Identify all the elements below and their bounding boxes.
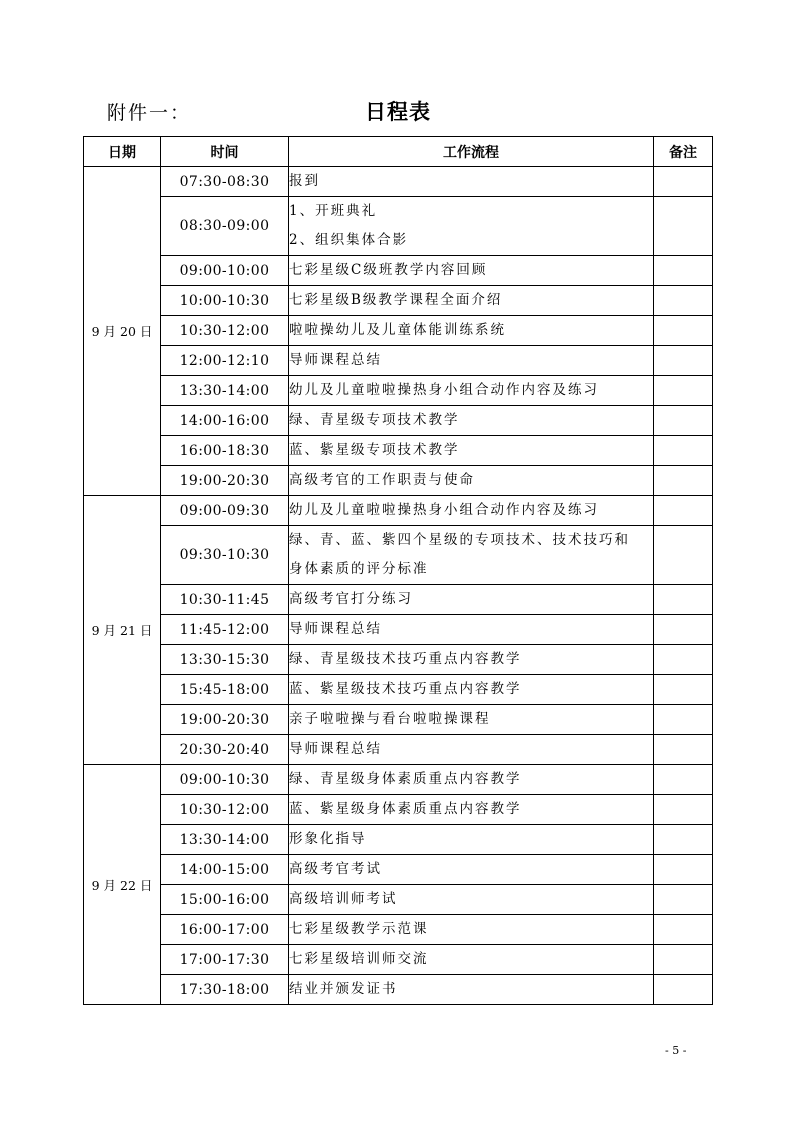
table-row <box>84 645 713 675</box>
table-row <box>84 526 713 585</box>
workflow-line: 形象化指导 <box>289 831 367 847</box>
time-cell: 16:00-18:30 <box>161 436 289 466</box>
workflow-line: 蓝、紫星级技术技巧重点内容教学 <box>289 681 522 697</box>
date-cell: 9 月 21 日 <box>84 496 161 765</box>
workflow-cell <box>289 615 654 645</box>
table-row <box>84 765 713 795</box>
workflow-line: 身体素质的评分标准 <box>289 561 429 577</box>
page-number: - 5 - <box>665 1044 687 1057</box>
workflow-line: 导师课程总结 <box>289 352 382 368</box>
time-cell: 10:30-11:45 <box>161 585 289 615</box>
remarks-cell <box>654 945 713 975</box>
workflow-line: 幼儿及儿童啦啦操热身小组合动作内容及练习 <box>289 382 599 398</box>
table-row <box>84 825 713 855</box>
date-cell: 9 月 20 日 <box>84 167 161 496</box>
remarks-cell <box>654 436 713 466</box>
workflow-cell <box>289 316 654 346</box>
workflow-line: 报到 <box>289 173 320 189</box>
time-cell: 09:30-10:30 <box>161 526 289 585</box>
workflow-cell <box>289 645 654 675</box>
table-row <box>84 675 713 705</box>
workflow-cell <box>289 735 654 765</box>
workflow-cell <box>289 406 654 436</box>
workflow-line: 蓝、紫星级专项技术教学 <box>289 442 460 458</box>
workflow-cell <box>289 915 654 945</box>
time-cell: 10:00-10:30 <box>161 286 289 316</box>
remarks-cell <box>654 406 713 436</box>
column-header-time: 时间 <box>161 137 289 167</box>
workflow-cell <box>289 436 654 466</box>
table-row <box>84 256 713 286</box>
remarks-cell <box>654 167 713 197</box>
time-cell: 19:00-20:30 <box>161 466 289 496</box>
remarks-cell <box>654 765 713 795</box>
time-cell: 11:45-12:00 <box>161 615 289 645</box>
time-cell: 09:00-10:30 <box>161 765 289 795</box>
table-row <box>84 496 713 526</box>
time-cell: 16:00-17:00 <box>161 915 289 945</box>
time-cell: 07:30-08:30 <box>161 167 289 197</box>
table-row <box>84 885 713 915</box>
remarks-cell <box>654 316 713 346</box>
remarks-cell <box>654 915 713 945</box>
workflow-cell <box>289 975 654 1005</box>
time-cell: 13:30-14:00 <box>161 825 289 855</box>
schedule-body <box>84 167 713 1005</box>
table-row <box>84 167 713 197</box>
time-cell: 12:00-12:10 <box>161 346 289 376</box>
table-row <box>84 406 713 436</box>
workflow-line: 七彩星级C级班教学内容回顾 <box>289 262 488 278</box>
table-row <box>84 705 713 735</box>
table-row <box>84 795 713 825</box>
time-cell: 10:30-12:00 <box>161 316 289 346</box>
table-row <box>84 915 713 945</box>
time-cell: 15:00-16:00 <box>161 885 289 915</box>
workflow-line: 高级考官考试 <box>289 861 382 877</box>
remarks-cell <box>654 526 713 585</box>
time-cell: 14:00-15:00 <box>161 855 289 885</box>
time-cell: 14:00-16:00 <box>161 406 289 436</box>
workflow-line: 2、组织集体合影 <box>289 232 409 248</box>
workflow-cell <box>289 376 654 406</box>
workflow-line: 绿、青、蓝、紫四个星级的专项技术、技术技巧和 <box>289 532 630 548</box>
workflow-line: 七彩星级B级教学课程全面介绍 <box>289 292 503 308</box>
table-header-row <box>84 137 713 167</box>
workflow-line: 导师课程总结 <box>289 741 382 757</box>
workflow-line: 七彩星级培训师交流 <box>289 951 429 967</box>
column-header-workflow: 工作流程 <box>289 137 654 167</box>
remarks-cell <box>654 825 713 855</box>
remarks-cell <box>654 885 713 915</box>
remarks-cell <box>654 256 713 286</box>
remarks-cell <box>654 286 713 316</box>
time-cell: 10:30-12:00 <box>161 795 289 825</box>
workflow-line: 高级考官打分练习 <box>289 591 413 607</box>
workflow-cell <box>289 675 654 705</box>
time-cell: 09:00-09:30 <box>161 496 289 526</box>
time-cell: 13:30-15:30 <box>161 645 289 675</box>
remarks-cell <box>654 705 713 735</box>
time-cell: 13:30-14:00 <box>161 376 289 406</box>
workflow-cell <box>289 585 654 615</box>
column-header-remarks: 备注 <box>654 137 713 167</box>
workflow-cell <box>289 256 654 286</box>
remarks-cell <box>654 675 713 705</box>
page-title: 日程表 <box>365 100 431 124</box>
workflow-line: 蓝、紫星级身体素质重点内容教学 <box>289 801 522 817</box>
workflow-cell <box>289 346 654 376</box>
time-cell: 09:00-10:00 <box>161 256 289 286</box>
remarks-cell <box>654 585 713 615</box>
workflow-cell <box>289 885 654 915</box>
remarks-cell <box>654 466 713 496</box>
workflow-line: 幼儿及儿童啦啦操热身小组合动作内容及练习 <box>289 502 599 518</box>
time-cell: 19:00-20:30 <box>161 705 289 735</box>
workflow-cell <box>289 705 654 735</box>
time-cell: 15:45-18:00 <box>161 675 289 705</box>
table-row <box>84 316 713 346</box>
table-row <box>84 585 713 615</box>
workflow-cell <box>289 526 654 585</box>
remarks-cell <box>654 645 713 675</box>
workflow-cell <box>289 167 654 197</box>
remarks-cell <box>654 615 713 645</box>
date-cell: 9 月 22 日 <box>84 765 161 1005</box>
table-row <box>84 466 713 496</box>
workflow-line: 七彩星级教学示范课 <box>289 921 429 937</box>
workflow-cell <box>289 466 654 496</box>
remarks-cell <box>654 855 713 885</box>
attachment-label: 附件一： <box>107 102 192 124</box>
workflow-cell <box>289 496 654 526</box>
table-row <box>84 197 713 256</box>
workflow-line: 导师课程总结 <box>289 621 382 637</box>
time-cell: 17:00-17:30 <box>161 945 289 975</box>
workflow-line: 结业并颁发证书 <box>289 981 398 997</box>
schedule-table <box>83 136 713 1005</box>
table-row <box>84 945 713 975</box>
table-row <box>84 975 713 1005</box>
column-header-date: 日期 <box>84 137 161 167</box>
remarks-cell <box>654 735 713 765</box>
table-row <box>84 346 713 376</box>
table-row <box>84 286 713 316</box>
workflow-line: 绿、青星级技术技巧重点内容教学 <box>289 651 522 667</box>
time-cell: 20:30-20:40 <box>161 735 289 765</box>
workflow-cell <box>289 825 654 855</box>
remarks-cell <box>654 795 713 825</box>
workflow-cell <box>289 855 654 885</box>
workflow-cell <box>289 945 654 975</box>
table-row <box>84 376 713 406</box>
remarks-cell <box>654 376 713 406</box>
workflow-cell <box>289 795 654 825</box>
remarks-cell <box>654 346 713 376</box>
time-cell: 17:30-18:00 <box>161 975 289 1005</box>
workflow-line: 1、开班典礼 <box>289 203 378 219</box>
workflow-cell <box>289 197 654 256</box>
table-row <box>84 615 713 645</box>
workflow-cell <box>289 286 654 316</box>
table-row <box>84 436 713 466</box>
remarks-cell <box>654 197 713 256</box>
workflow-line: 绿、青星级身体素质重点内容教学 <box>289 771 522 787</box>
workflow-line: 高级培训师考试 <box>289 891 398 907</box>
workflow-cell <box>289 765 654 795</box>
time-cell: 08:30-09:00 <box>161 197 289 256</box>
workflow-line: 啦啦操幼儿及儿童体能训练系统 <box>289 322 506 338</box>
workflow-line: 高级考官的工作职责与使命 <box>289 472 475 488</box>
table-row <box>84 735 713 765</box>
table-row <box>84 855 713 885</box>
remarks-cell <box>654 975 713 1005</box>
remarks-cell <box>654 496 713 526</box>
workflow-line: 绿、青星级专项技术教学 <box>289 412 460 428</box>
workflow-line: 亲子啦啦操与看台啦啦操课程 <box>289 711 491 727</box>
